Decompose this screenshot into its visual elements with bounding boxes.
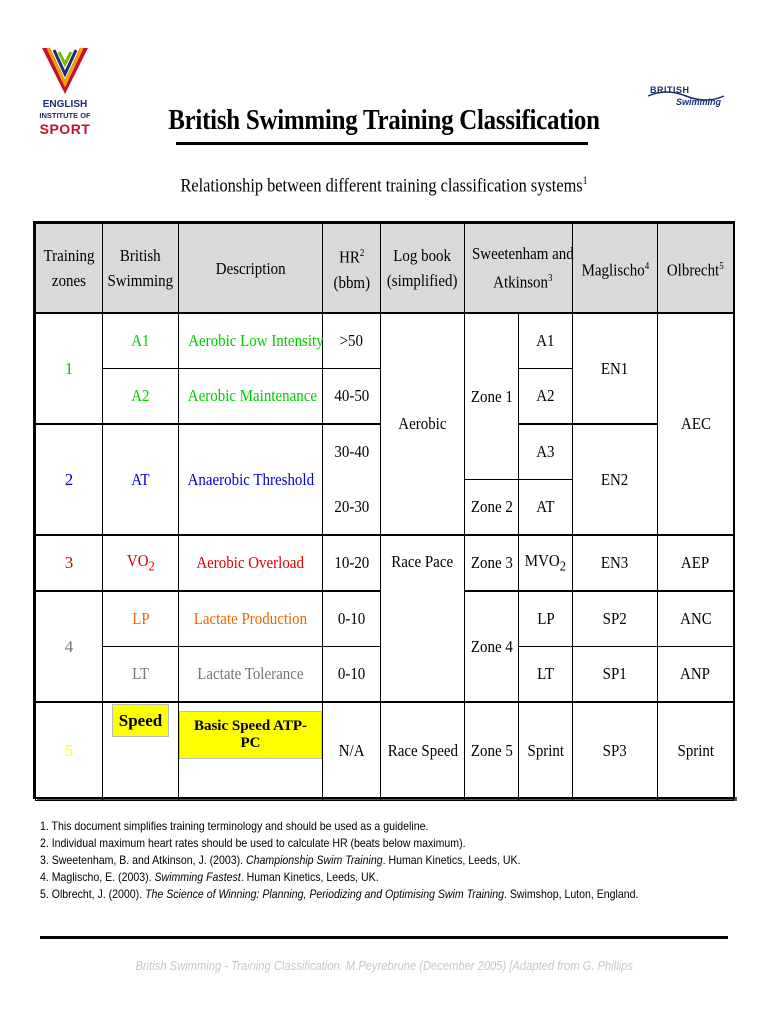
zone-2-cell: 2 bbox=[36, 424, 103, 535]
olb-aec: AEC bbox=[658, 313, 734, 535]
page-title: British Swimming Training Classification bbox=[168, 104, 600, 136]
logbook-race-pace: Race Pace bbox=[381, 535, 465, 702]
footnote-4: 4. Maglischo, E. (2003). Swimming Fastest. Human Kinetics, Leeds, UK. bbox=[40, 870, 379, 884]
sa-sprint: Sprint bbox=[519, 702, 573, 800]
hr-lt: 0-10 bbox=[323, 647, 381, 703]
footnote-1: 1. This document simplifies training terminology and should be used as a guideline. bbox=[40, 819, 429, 833]
sa-mvo2: $MVO_2$ bbox=[519, 535, 573, 591]
hr-speed: N/A bbox=[323, 702, 381, 800]
desc-at: Anaerobic Threshold bbox=[179, 424, 323, 535]
code-speed: Speed bbox=[103, 702, 179, 800]
header-british-swimming: British Swimming bbox=[103, 224, 179, 314]
desc-speed: Basic Speed ATP-PC bbox=[179, 702, 323, 800]
header-row bbox=[36, 224, 734, 314]
zone-5-cell: 5 bbox=[36, 702, 103, 800]
sa-a1: A1 bbox=[519, 313, 573, 369]
hr-lp: 0-10 bbox=[323, 591, 381, 647]
header-training-zones: Training zones bbox=[36, 224, 103, 314]
sa-zone-5: Zone 5 bbox=[465, 702, 519, 800]
olb-anc: ANC bbox=[658, 591, 734, 647]
header-logbook: Log book (simplified) bbox=[381, 224, 465, 314]
header-olbrecht: Olbrecht$^5$ bbox=[658, 224, 734, 314]
zone-1-cell: 1 bbox=[36, 313, 103, 424]
sa-zone-2: Zone 2 bbox=[465, 480, 519, 536]
zone-3-cell: 3 bbox=[36, 535, 103, 591]
classification-table bbox=[35, 223, 734, 801]
header-description: Description bbox=[179, 224, 323, 314]
mag-en2: EN2 bbox=[573, 424, 658, 535]
desc-a2: Aerobic Maintenance bbox=[179, 369, 323, 425]
hr-at-2: 20-30 bbox=[323, 480, 381, 536]
hr-vo2: 10-20 bbox=[323, 535, 381, 591]
sa-zone-1: Zone 1 bbox=[465, 313, 519, 480]
code-a2: A2 bbox=[103, 369, 179, 425]
olb-aep: AEP bbox=[658, 535, 734, 591]
eis-logo-line3: SPORT bbox=[39, 121, 91, 137]
code-a1: A1 bbox=[103, 313, 179, 369]
british-swimming-logo-line1: BRITISH bbox=[650, 85, 690, 95]
sa-at: AT bbox=[519, 480, 573, 536]
logbook-aerobic: Aerobic bbox=[381, 313, 465, 535]
table-row bbox=[36, 535, 734, 591]
sa-a3: A3 bbox=[519, 424, 573, 480]
hr-a2: 40-50 bbox=[323, 369, 381, 425]
sa-lp: LP bbox=[519, 591, 573, 647]
british-swimming-logo-line2: Swimming bbox=[676, 97, 722, 107]
desc-lt: Lactate Tolerance bbox=[179, 647, 323, 703]
footer-rule bbox=[40, 936, 728, 939]
hr-a1: >50 bbox=[323, 313, 381, 369]
title-underline bbox=[176, 142, 588, 145]
page-subtitle: Relationship between different training classification systems$^1$ bbox=[180, 175, 588, 197]
logbook-race-speed: Race Speed bbox=[381, 702, 465, 800]
sa-lt: LT bbox=[519, 647, 573, 703]
olb-anp: ANP bbox=[658, 647, 734, 703]
page-footer: British Swimming - Training Classification. M.Peyrebrune (December 2005) [Adapted from G. Phillips bbox=[135, 958, 633, 973]
eis-v-mark-icon bbox=[38, 44, 92, 98]
footnote-5: 5. Olbrecht, J. (2000). The Science of Winning: Planning, Periodizing and Optimising Swim Training. Swimshop, Luton, England. bbox=[40, 887, 639, 901]
footnote-2: 2. Individual maximum heart rates should be used to calculate HR (beats below maximum). bbox=[40, 836, 466, 850]
table-row bbox=[36, 702, 734, 800]
desc-lp: Lactate Production bbox=[179, 591, 323, 647]
hr-at-1: 30-40 bbox=[323, 424, 381, 480]
code-at: AT bbox=[103, 424, 179, 535]
sa-zone-4: Zone 4 bbox=[465, 591, 519, 702]
mag-en1: EN1 bbox=[573, 313, 658, 424]
mag-sp3: SP3 bbox=[573, 702, 658, 800]
desc-vo2: Aerobic Overload bbox=[179, 535, 323, 591]
eis-logo-line2: INSTITUTE OF bbox=[39, 111, 91, 120]
mag-sp1: SP1 bbox=[573, 647, 658, 703]
header-hr: $HR^2$ (bbm) bbox=[323, 224, 381, 314]
sa-a2: A2 bbox=[519, 369, 573, 425]
eis-logo-line1: ENGLISH bbox=[42, 99, 88, 110]
mag-en3: EN3 bbox=[573, 535, 658, 591]
header-maglischo: Maglischo$^4$ bbox=[573, 224, 658, 314]
olb-sprint: Sprint bbox=[658, 702, 734, 800]
footnotes bbox=[40, 818, 740, 903]
footnote-3: 3. Sweetenham, B. and Atkinson, J. (2003). Championship Swim Training. Human Kinetics, Leeds, UK. bbox=[40, 853, 521, 867]
sa-zone-3: Zone 3 bbox=[465, 535, 519, 591]
code-lt: LT bbox=[103, 647, 179, 703]
desc-a1: Aerobic Low Intensity bbox=[179, 313, 323, 369]
header-sweetenham-atkinson: Sweetenham and Atkinson$^3$ bbox=[465, 224, 573, 314]
table-row bbox=[36, 313, 734, 369]
zone-4-cell: 4 bbox=[36, 591, 103, 702]
code-lp: LP bbox=[103, 591, 179, 647]
subtitle-footnote-ref: 1 bbox=[582, 175, 588, 187]
code-vo2: $VO_2$ bbox=[103, 535, 179, 591]
mag-sp2: SP2 bbox=[573, 591, 658, 647]
